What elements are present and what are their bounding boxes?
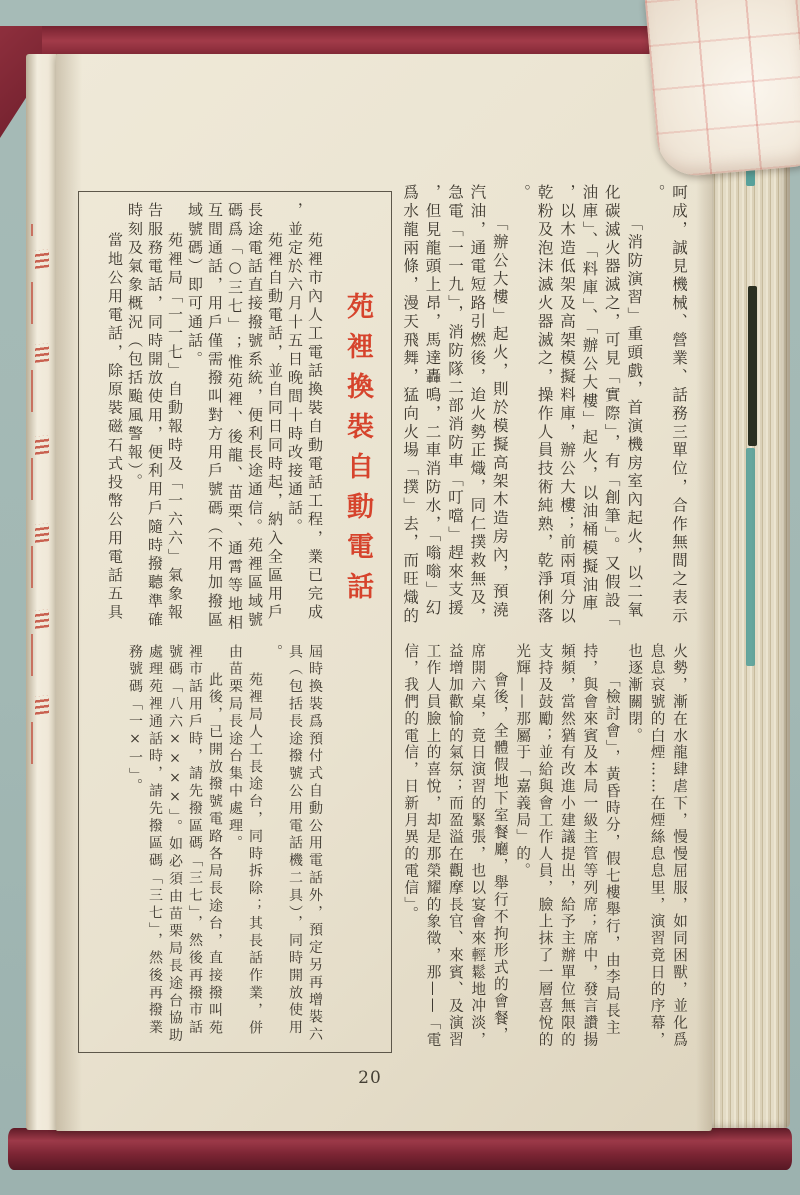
red-glyph-fragment [35,435,49,455]
article-paragraph: 火勢，漸在水龍肆虐下，慢慢屈服，如同困獸，並化爲息息哀號的白煙……在煙絲息息里，演習竟日的序幕，也逐漸關閉。 [626,643,688,1049]
article-paragraph: 屆時換裝爲預付式自動公用電話外，預定另再增裝六具（包括長途撥號公用電話機二具），同時開放使用。 [267,644,323,1045]
tissue-paper [644,0,800,179]
teal-page-edge [746,448,755,666]
red-glyph-fragment [35,343,49,363]
red-glyph-fragment [35,609,49,629]
article-paragraph: 「辦公大樓」起火，則於模擬高架木造房內，預澆汽油，通電短路引燃後，迨火勢正熾，同仁撲救無及，急電「一一九」，消防隊二部消防車「叮噹」趕來支援，但見龍頭上昂，馬達轟鳴，二車消防水，「嗡嗡」幻爲水龍兩條，漫天飛舞，猛向火場「撲」去，而旺熾的 [401,184,509,626]
article-paragraph: 「消防演習」重頭戲，首演機房室內起火，以二氧化碳滅火器滅之，可見「實際」，有「創筆」。又假設「油庫」、「料庫」、「辦公大樓」起火，以油桶模擬油庫，以木造低架及高架模擬料庫，辦公大樓；前兩項分以乾粉及泡沫滅火器滅之，操作人員技術純熟，乾淨俐落。 [513,184,644,629]
box-title: 苑裡換裝自動電話 [342,292,373,612]
article-paragraph: 苑裡局人工長途台，同時拆除；其長話作業，併由苗栗局長途台集中處理。 [227,644,263,1038]
boxed-article-top-block [95,202,325,633]
page-stack-fore-edge [710,56,790,1128]
dark-page-edge [748,286,757,446]
red-glyph-fragment [35,249,49,269]
page-number: 20 [358,1068,382,1088]
article-paragraph: 此後，已開放撥號電路各局長途台，直接撥叫苑裡市話用戶時，請先撥區碼「三七」，然後再撥市話號碼「八六××××」。如必須由苗栗局長途台協助處理苑裡通話時，請先撥區碼「三七」，然後再撥業務號碼「一×一」。 [127,644,223,1046]
article-paragraph: 苑裡市內人工電話換裝自動電話工程，業已完成，並定於六月十五日晚間十時改接通話。 [286,202,324,623]
book-page [56,54,712,1131]
article-paragraph: 苑裡局「一一七」自動報時及「一六六」氣象報告服務電話，同時開放使用，便利用戶隨時撥聽準確時刻及氣象概況（包括颱風警報）。 [126,202,184,630]
article-paragraph: 當地公用電話，除原裝磁石式投幣公用電話五具 [106,232,124,623]
article-paragraph: 「檢討會」，黃昏時分，假七樓舉行，由李局長主持，與會來賓及本局一級主管等列席；席中，發言讚揚頻頻，當然猶有改進小建議提出，給予主辦單位無限的支持及鼓勵；並給與會工作人員，臉上抹了一層喜悅的光輝——那屬于「嘉義局」的。 [514,643,621,1049]
fore-edge-shadow [696,54,712,1131]
article-paragraph: 呵成，誠見機械、營業、話務三單位，合作無間之表示。 [647,184,688,626]
red-glyph-fragment [35,695,49,715]
red-glyph-fragment [35,523,49,543]
main-article-top-block [398,184,690,630]
article-paragraph: 會後，全體假地下室餐廳，舉行不拘形式的會餐，席開六桌，竟日演習的緊張，也以宴會來輕鬆地冲淡，益增加歡愉的氣氛；而盈溢在觀摩長官、來賓、及演習工作人員臉上的喜悅，却是那榮耀的象徵，那——「電信，我們的電信，日新月異的電信」。 [402,643,509,1049]
book-cover-edge-bottom [8,1128,792,1170]
left-page-edge-strip [26,54,58,1130]
article-paragraph: 苑裡自動電話，並自同日同時起，納入全區用戶長途電話直接撥號系統，便利長途通信。苑裡區域號碼爲「○三七」；惟苑裡、後龍、苗栗、通霄等地相互間通話，用戶僅需撥叫對方用戶號碼（不用加撥區域號碼）即可通話。 [186,202,284,633]
main-article-bottom-block [398,643,690,1052]
boxed-article-bottom-block [95,644,325,1047]
boxed-article [78,191,392,1053]
